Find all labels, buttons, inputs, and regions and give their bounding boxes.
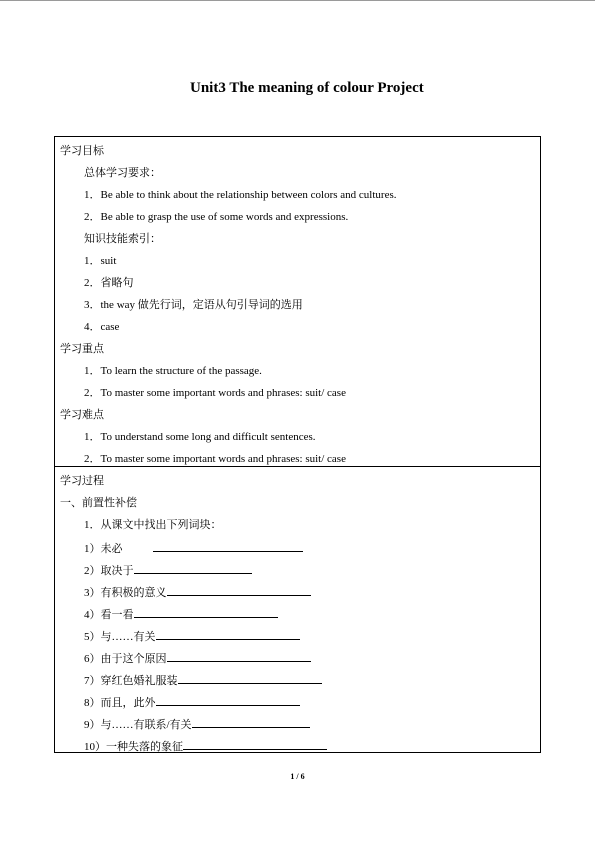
vocab-item [55, 606, 278, 622]
answer-blank[interactable] [134, 562, 252, 574]
skill-item: 2．省略句 [84, 277, 134, 289]
skill-item: 4．case [84, 321, 120, 333]
answer-blank[interactable] [178, 672, 322, 684]
part-heading: 一、前置性补偿 [60, 497, 137, 509]
vocab-item [55, 738, 327, 754]
answer-blank[interactable] [167, 650, 311, 662]
key-points-heading: 学习重点 [60, 343, 104, 355]
answer-blank[interactable] [134, 606, 278, 618]
vocab-item-label: 8）而且，此外 [84, 697, 156, 709]
vocab-item [55, 628, 300, 644]
page-number: 1 / 6 [290, 772, 305, 781]
difficult-point-item: 1．To understand some long and difficult sentences. [84, 431, 316, 443]
vocab-item-label: 2）取决于 [84, 565, 134, 577]
process-heading: 学习过程 [60, 475, 104, 487]
vocab-item-label: 3）有积极的意义 [84, 587, 167, 599]
vocab-item-label: 10）一种失落的象征 [84, 741, 183, 753]
answer-blank[interactable] [156, 694, 300, 706]
task-instruction: 1．从课文中找出下列词块： [84, 519, 222, 531]
skill-item: 3．the way 做先行词，定语从句引导词的选用 [84, 299, 303, 311]
answer-blank[interactable] [156, 628, 300, 640]
vocab-item-label: 6）由于这个原因 [84, 653, 167, 665]
key-point-item: 1．To learn the structure of the passage. [84, 365, 262, 377]
vocab-item-label: 1）未必 [84, 543, 123, 555]
title-container [0, 78, 595, 98]
answer-blank[interactable] [153, 540, 303, 552]
answer-blank[interactable] [167, 584, 311, 596]
vocab-item [55, 540, 303, 556]
vocab-item [55, 716, 310, 732]
vocab-item-label: 4）看一看 [84, 609, 134, 621]
skills-index-label: 知识技能索引： [84, 233, 161, 245]
objectives-box [54, 136, 541, 467]
document-title: Unit3 The meaning of colour Project [190, 80, 424, 96]
vocab-item [55, 694, 300, 710]
vocab-item-label: 5）与……有关 [84, 631, 156, 643]
vocab-item [55, 672, 322, 688]
answer-blank[interactable] [183, 738, 327, 750]
vocab-item-label: 9）与……有联系/有关 [84, 719, 192, 731]
vocab-item-label: 7）穿红色婚礼服装 [84, 675, 178, 687]
answer-blank[interactable] [192, 716, 310, 728]
difficult-point-item: 2．To master some important words and phrases: suit/ case [84, 453, 346, 465]
top-border-rule [0, 0, 595, 1]
goal-item: 1．Be able to think about the relationship between colors and cultures. [84, 189, 397, 201]
difficult-points-heading: 学习难点 [60, 409, 104, 421]
key-point-item: 2．To master some important words and phrases: suit/ case [84, 387, 346, 399]
objectives-heading: 学习目标 [60, 145, 104, 157]
process-box [54, 466, 541, 753]
vocab-item [55, 584, 311, 600]
vocab-item [55, 650, 311, 666]
vocab-item [55, 562, 252, 578]
skill-item: 1．suit [84, 255, 117, 267]
overall-requirements-label: 总体学习要求： [84, 167, 161, 179]
goal-item: 2．Be able to grasp the use of some words and expressions. [84, 211, 349, 223]
